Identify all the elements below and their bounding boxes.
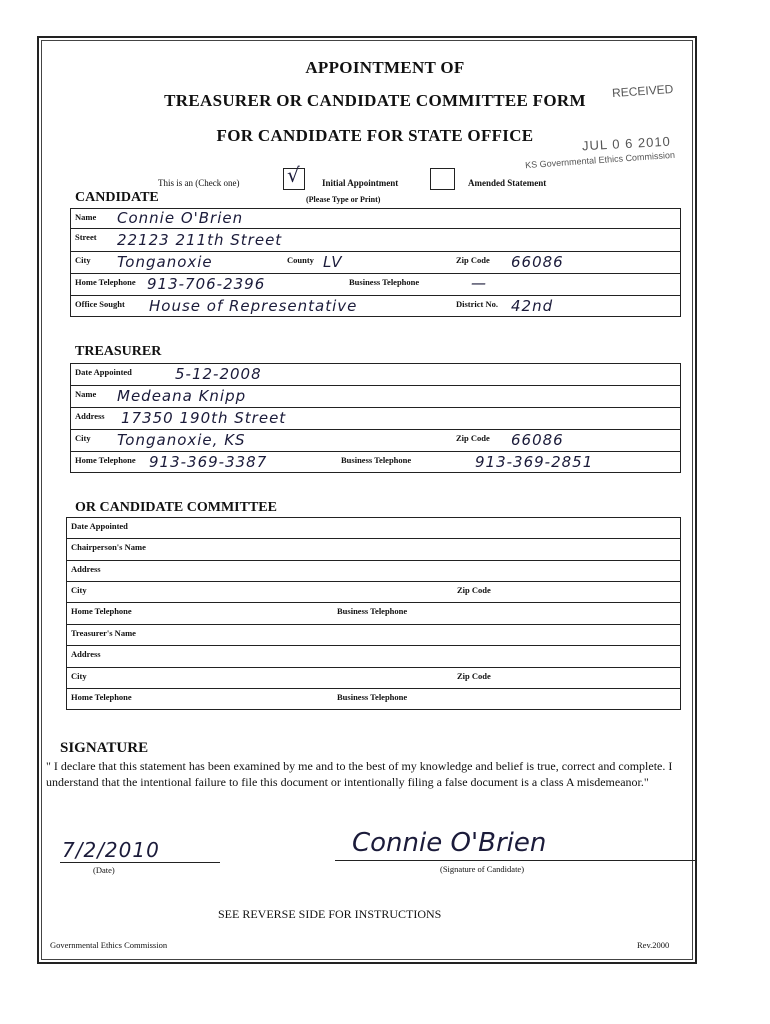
treasurer-home-phone-label: Home Telephone — [75, 455, 136, 465]
treasurer-date-label: Date Appointed — [75, 367, 132, 377]
treasurer-home-phone-value[interactable]: 913-369-3387 — [149, 453, 268, 471]
candidate-street-value[interactable]: 22123 211th Street — [117, 231, 283, 249]
candidate-zip-value[interactable]: 66086 — [511, 253, 564, 271]
district-value[interactable]: 42nd — [511, 297, 554, 315]
initial-appointment-label: Initial Appointment — [322, 178, 399, 188]
candidate-signature[interactable]: Connie O'Brien — [352, 828, 547, 858]
candidate-heading: CANDIDATE — [75, 190, 159, 205]
treasurer-phone-row — [71, 452, 680, 474]
committee-treasurer-zip-label: Zip Code — [457, 671, 491, 681]
committee-chair-row[interactable] — [67, 539, 680, 561]
signature-date-value[interactable]: 7/2/2010 — [62, 838, 160, 862]
received-stamp-agency: KS Governmental Ethics Commission — [524, 149, 676, 171]
footer-revision: Rev.2000 — [637, 940, 670, 950]
candidate-business-phone-label: Business Telephone — [349, 277, 420, 287]
candidate-city-row — [71, 252, 680, 274]
committee-date-row[interactable] — [67, 518, 680, 539]
candidate-street-row — [71, 229, 680, 252]
type-or-print-note: (Please Type or Print) — [306, 195, 381, 204]
instructions-note: SEE REVERSE SIDE FOR INSTRUCTIONS — [218, 907, 442, 921]
committee-phone-row[interactable] — [67, 603, 680, 625]
form-title-line1: APPOINTMENT OF — [305, 58, 465, 77]
candidate-street-label: Street — [75, 232, 97, 242]
amended-statement-checkbox[interactable] — [430, 168, 455, 190]
candidate-home-phone-value[interactable]: 913-706-2396 — [147, 275, 266, 293]
committee-treasurer-phone-row[interactable] — [67, 689, 680, 711]
treasurer-city-label: City — [75, 433, 91, 443]
candidate-city-value[interactable]: Tonganoxie — [117, 253, 213, 271]
candidate-office-row — [71, 296, 680, 318]
candidate-business-phone-value[interactable]: — — [471, 274, 487, 292]
committee-treasurer-home-phone-label: Home Telephone — [71, 692, 132, 702]
office-sought-label: Office Sought — [75, 299, 125, 309]
treasurer-name-field-label: Treasurer's Name — [71, 628, 136, 638]
treasurer-date-row — [71, 364, 680, 386]
signature-caption: (Signature of Candidate) — [440, 864, 525, 874]
footer-agency: Governmental Ethics Commission — [50, 940, 168, 950]
candidate-name-value[interactable]: Connie O'Brien — [117, 209, 244, 227]
treasurer-name-value[interactable]: Medeana Knipp — [117, 387, 247, 405]
committee-zip-label: Zip Code — [457, 585, 491, 595]
treasurer-name-row — [71, 386, 680, 408]
declaration-text: " I declare that this statement has been examined by me and to the best of my knowledge and belief is true, correct and complete. I understand that the intentional failure to file this document or intentionally filing a false document is a class A misdemeanor." — [46, 759, 673, 789]
received-stamp-date: JUL 0 6 2010 — [581, 133, 672, 154]
committee-address-row[interactable] — [67, 561, 680, 582]
committee-treasurer-address-row[interactable] — [67, 646, 680, 668]
received-stamp: RECEIVED — [611, 81, 674, 101]
candidate-city-label: City — [75, 255, 91, 265]
committee-heading: OR CANDIDATE COMMITTEE — [75, 500, 277, 515]
committee-treasurer-city-row[interactable] — [67, 668, 680, 689]
candidate-county-label: County — [287, 255, 314, 265]
check-prompt: This is an (Check one) — [158, 178, 240, 188]
check-mark-icon: √ — [287, 163, 301, 187]
candidate-phone-row — [71, 274, 680, 296]
candidate-name-label: Name — [75, 212, 97, 222]
committee-treasurer-business-phone-label: Business Telephone — [337, 692, 408, 702]
committee-city-label: City — [71, 585, 87, 595]
treasurer-address-value[interactable]: 17350 190th Street — [121, 409, 287, 427]
committee-treasurer-city-label: City — [71, 671, 87, 681]
committee-treasurer-address-label: Address — [71, 649, 101, 659]
candidate-county-value[interactable]: LV — [323, 253, 343, 271]
treasurer-heading: TREASURER — [75, 344, 162, 359]
candidate-home-phone-label: Home Telephone — [75, 277, 136, 287]
committee-business-phone-label: Business Telephone — [337, 606, 408, 616]
office-sought-value[interactable]: House of Representative — [149, 297, 358, 315]
form-title-line2: TREASURER OR CANDIDATE COMMITTEE FORM — [164, 91, 586, 110]
treasurer-date-value[interactable]: 5-12-2008 — [175, 365, 262, 383]
committee-city-row[interactable] — [67, 582, 680, 603]
candidate-name-row — [71, 209, 680, 229]
treasurer-zip-value[interactable]: 66086 — [511, 431, 564, 449]
treasurer-business-phone-label: Business Telephone — [341, 455, 412, 465]
treasurer-city-value[interactable]: Tonganoxie, KS — [117, 431, 246, 449]
treasurer-name-label: Name — [75, 389, 97, 399]
treasurer-table — [70, 363, 681, 473]
date-line — [60, 862, 220, 863]
candidate-zip-label: Zip Code — [456, 255, 490, 265]
amended-statement-label: Amended Statement — [468, 178, 547, 188]
form-title-line3: FOR CANDIDATE FOR STATE OFFICE — [216, 126, 534, 145]
signature-line — [335, 860, 695, 861]
treasurer-address-label: Address — [75, 411, 105, 421]
treasurer-city-row — [71, 430, 680, 452]
date-caption: (Date) — [93, 865, 115, 875]
initial-appointment-checkbox[interactable] — [283, 163, 305, 190]
committee-date-label: Date Appointed — [71, 521, 128, 531]
committee-table — [66, 517, 681, 710]
committee-treasurer-name-row[interactable] — [67, 625, 680, 646]
chairperson-name-label: Chairperson's Name — [71, 542, 146, 552]
committee-address-label: Address — [71, 564, 101, 574]
committee-home-phone-label: Home Telephone — [71, 606, 132, 616]
candidate-table — [70, 208, 681, 317]
treasurer-zip-label: Zip Code — [456, 433, 490, 443]
treasurer-business-phone-value[interactable]: 913-369-2851 — [475, 453, 594, 471]
signature-heading: SIGNATURE — [60, 740, 149, 756]
treasurer-address-row — [71, 408, 680, 430]
district-label: District No. — [456, 299, 499, 309]
